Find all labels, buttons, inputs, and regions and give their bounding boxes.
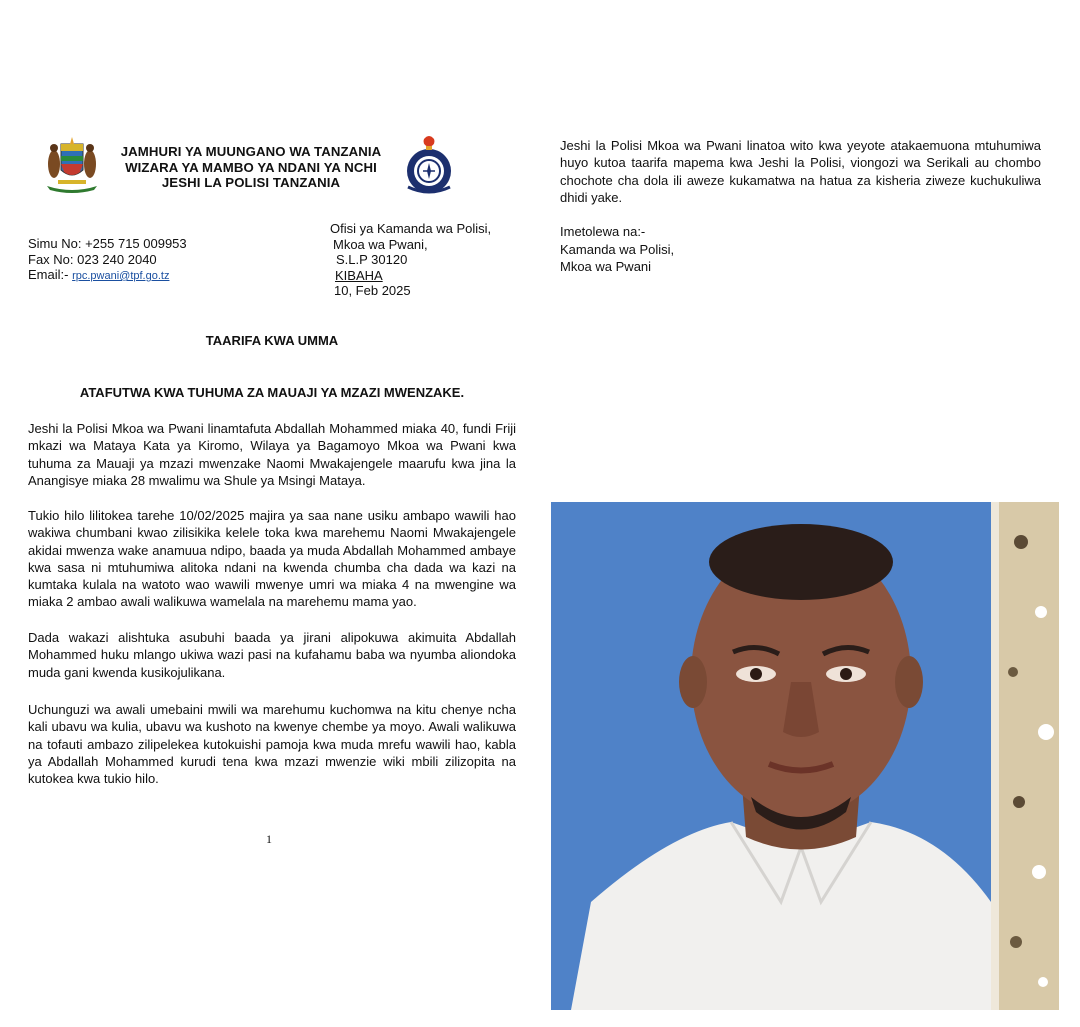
- suspect-photo: [551, 502, 1059, 1010]
- police-badge-icon: [398, 135, 460, 197]
- office-line-2: Mkoa wa Pwani,: [333, 236, 428, 252]
- email-link[interactable]: rpc.pwani@tpf.go.tz: [72, 270, 170, 282]
- contact-block: [28, 236, 187, 285]
- signature-line-2: Kamanda wa Polisi,: [560, 241, 675, 257]
- signature-line-1: Imetolewa na:-: [560, 224, 646, 239]
- public-appeal: Jeshi la Polisi Mkoa wa Pwani linatoa wito kwa yeyote atakaemuona mtuhumiwa huyo kutoa taarifa mapema kwa Jeshi la Polisi, viongozi wa Serikali au chombo chochote cha dola ili aweze kukamatwa na hatua za kisheria ziweze kuchukuliwa dhidi yake.: [560, 138, 1041, 205]
- letterhead-line-1: JAMHURI YA MUUNGANO WA TANZANIA: [120, 144, 382, 159]
- letterhead: [110, 144, 392, 191]
- fax-number: Fax No: 023 240 2040: [28, 251, 157, 267]
- body-paragraph-2: Tukio hilo lilitokea tarehe 10/02/2025 majira ya saa nane usiku ambapo wawili hao wakiwa chumbani kwao zilisikika kelele toka kwa marehemu Naomi Mwakajengele akidai mwenza wake anamuua ndipo, baada ya muda Abdallah Mohammed ambaye kwa sasa ni mtuhumiwa alitoka ndani na kwenda chumba cha dada wa kazi na kumtaka kulala na watoto wao wawili mwenye umri wa miaka 4 na mwengine wa miaka 2 ambao awali walikuwa wamelala na marehemu mama yao.: [28, 508, 516, 610]
- page-number: 1: [266, 832, 272, 846]
- letter-date: 10, Feb 2025: [334, 283, 411, 298]
- headline: ATAFUTWA KWA TUHUMA ZA MAUAJI YA MZAZI MWENZAKE.: [79, 385, 465, 400]
- signature-block: [560, 223, 674, 276]
- office-address: [330, 221, 491, 299]
- email-line: [28, 267, 187, 285]
- coat-of-arms-icon: [42, 134, 102, 194]
- office-city: KIBAHA: [335, 267, 383, 283]
- office-line-1: Ofisi ya Kamanda wa Polisi,: [330, 221, 492, 236]
- letterhead-line-2: WIZARA YA MAMBO YA NDANI YA NCHI: [125, 159, 377, 175]
- office-line-3: S.L.P 30120: [336, 252, 408, 267]
- letterhead-line-3: JESHI LA POLISI TANZANIA: [161, 175, 341, 190]
- phone-number: Simu No: +255 715 009953: [28, 236, 187, 251]
- email-label: Email:-: [28, 267, 69, 282]
- body-paragraph-4: Uchunguzi wa awali umebaini mwili wa marehumu kuchomwa na kitu chenye ncha kali ubavu wa kulia, ubavu wa kushoto na kwenye chembe ya moyo. Awali walikuwa na tofauti ambazo zilipelekea kutokuishi pamoja kwa muda mrefu wawili hao, kabla ya Abdallah Mohammed kurudi tena kwa mzazi mwenzie wiki mbili zilizopita na kutokea kwa tukio hilo.: [28, 702, 516, 787]
- notice-title: TAARIFA KWA UMMA: [205, 333, 339, 348]
- body-paragraph-3: Dada wakazi alishtuka asubuhi baada ya jirani alipokuwa akimuita Abdallah Mohammed huku mlango ukiwa wazi pasi na kufahamu baba wa nyumba aliondoka muda gani kwenda kusikojulikana.: [28, 630, 516, 680]
- signature-line-3: Mkoa wa Pwani: [560, 259, 652, 274]
- body-paragraph-1: Jeshi la Polisi Mkoa wa Pwani linamtafuta Abdallah Mohammed miaka 40, fundi Friji mkazi wa Mataya Kata ya Kiromo, Wilaya ya Bagamoyo Mkoa wa Pwani kwa tuhuma za Mauaji ya mzazi mwenzake Naomi Mwakajengele maarufu kwa jina la Anangisye miaka 28 mwalimu wa Shule ya Msingi Mataya.: [28, 421, 516, 488]
